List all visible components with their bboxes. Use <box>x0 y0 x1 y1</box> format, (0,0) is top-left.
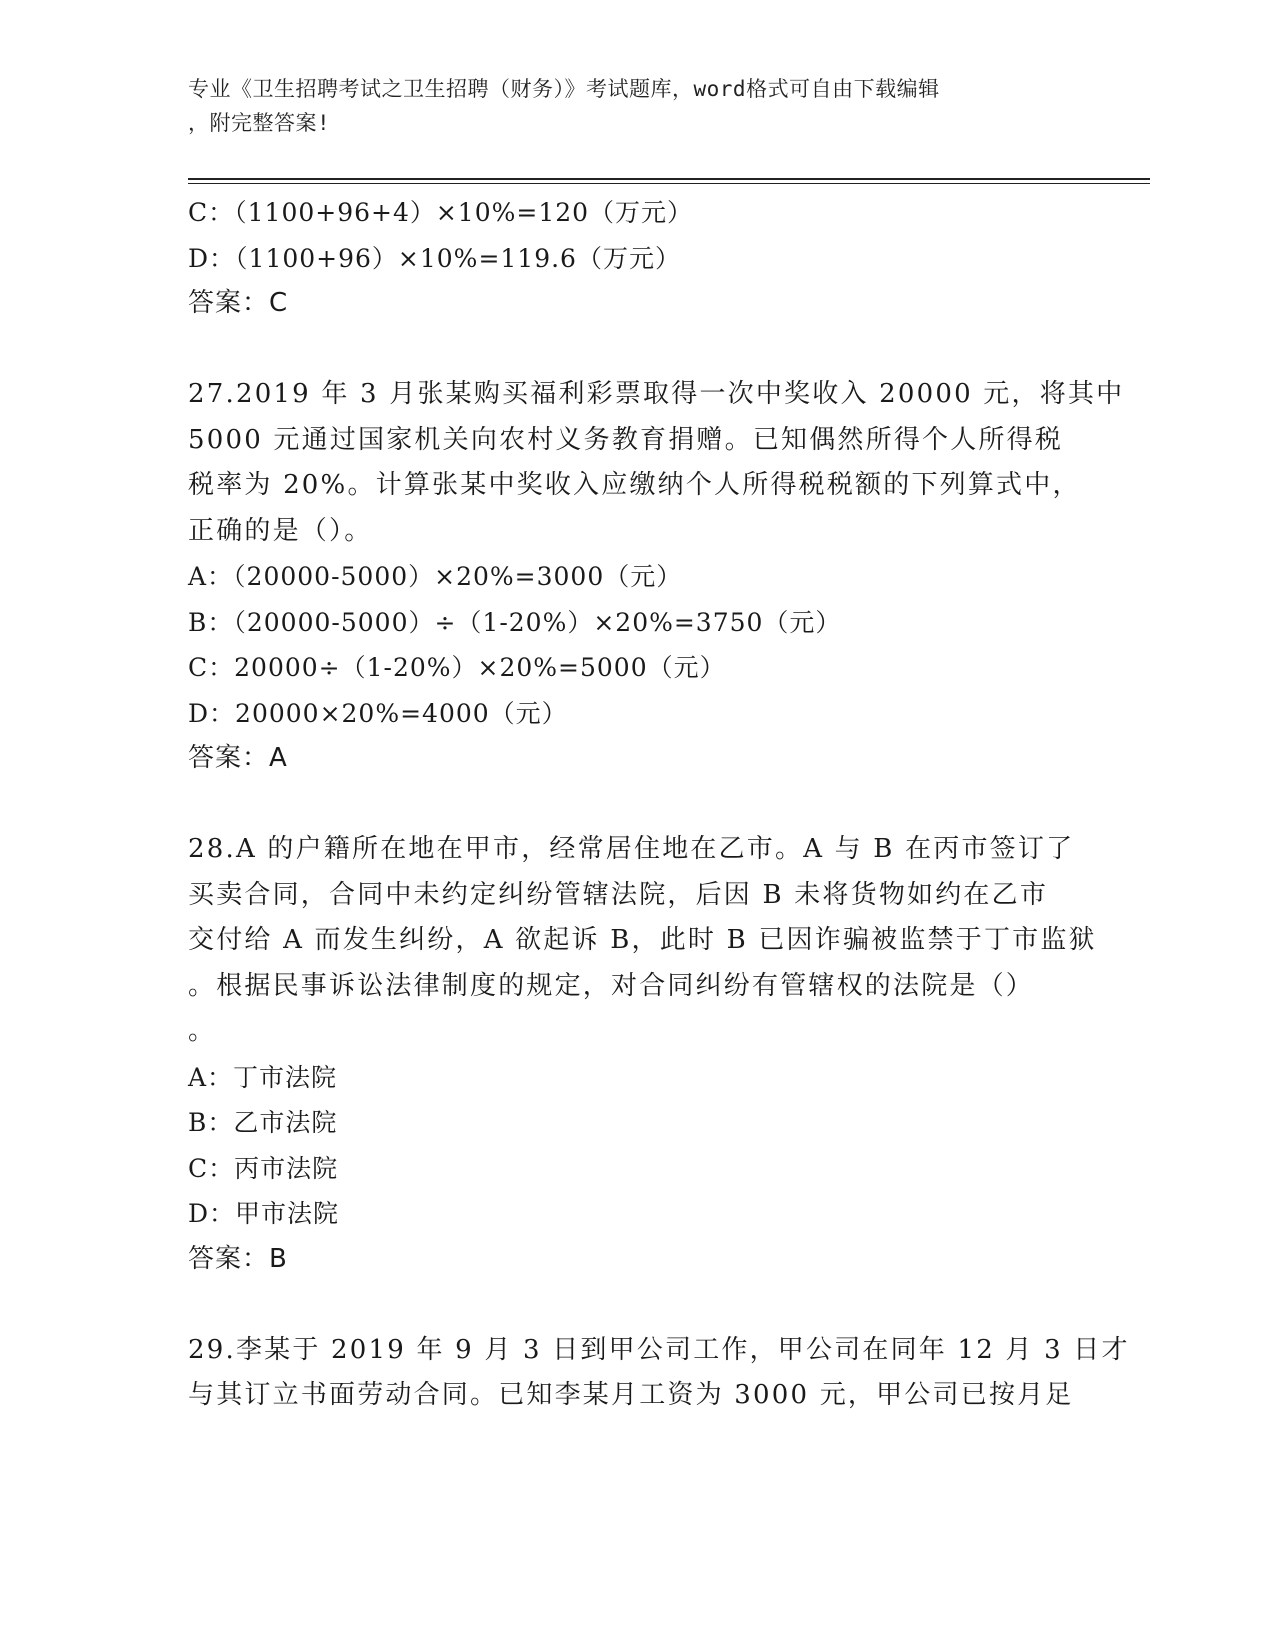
question-stem-line: 27.2019 年 3 月张某购买福利彩票取得一次中奖收入 20000 元，将其中 <box>188 379 1125 409</box>
question-27 <box>188 372 1125 782</box>
header-title-line-1: 专业《卫生招聘考试之卫生招聘（财务）》考试题库，word格式可自由下载编辑 <box>188 77 940 101</box>
answer-line: 答案：B <box>188 1243 288 1274</box>
header-title-line-2: ，附完整答案! <box>188 111 331 135</box>
question-stem-line: 28.A 的户籍所在地在甲市，经常居住地在乙市。A 与 B 在丙市签订了 <box>188 834 1075 864</box>
header-divider-thick <box>188 178 1150 180</box>
question-26-continued <box>188 190 1088 327</box>
question-stem-line: 买卖合同，合同中未约定纠纷管辖法院，后因 B 未将货物如约在乙市 <box>188 879 1049 910</box>
question-stem-line: 。 <box>188 1016 217 1046</box>
answer-line: 答案：A <box>188 743 288 773</box>
header-divider-thin <box>188 183 1150 184</box>
question-stem-line: 税率为 20%。计算张某中奖收入应缴纳个人所得税税额的下列算式中， <box>188 470 1081 500</box>
option-c: C：丙市法院 <box>188 1153 339 1183</box>
option-b: B：（20000-5000）÷（1-20%）×20%=3750（元） <box>188 607 842 637</box>
spacer <box>188 1282 1088 1328</box>
answer-line: 答案：C <box>188 288 289 318</box>
option-d: D：（1100+96）×10%=119.6（万元） <box>188 243 681 273</box>
option-a: A：（20000-5000）×20%=3000（元） <box>188 562 683 591</box>
option-b: B：乙市法院 <box>188 1108 338 1137</box>
question-stem-line: 正确的是（）。 <box>188 515 373 546</box>
question-stem-line: 。根据民事诉讼法律制度的规定，对合同纠纷有管辖权的法院是（） <box>188 970 1035 1001</box>
option-d: D：甲市法院 <box>188 1199 340 1228</box>
option-a: A：丁市法院 <box>188 1062 338 1092</box>
option-c: C：（1100+96+4）×10%=120（万元） <box>188 198 694 227</box>
document-body <box>188 190 1130 1419</box>
question-29 <box>188 1328 1130 1419</box>
option-d: D：20000×20%=4000（元） <box>188 698 568 728</box>
option-c: C：20000÷（1-20%）×20%=5000（元） <box>188 653 726 682</box>
question-stem-line: 交付给 A 而发生纠纷，A 欲起诉 B，此时 B 已因诈骗被监禁于丁市监狱 <box>188 925 1097 955</box>
spacer <box>188 782 1088 828</box>
question-stem-line: 29.李某于 2019 年 9 月 3 日到甲公司工作，甲公司在同年 12 月 3 日才 <box>188 1334 1130 1365</box>
spacer <box>188 327 1088 373</box>
question-stem-line: 5000 元通过国家机关向农村义务教育捐赠。已知偶然所得个人所得税 <box>188 424 1064 455</box>
document-header <box>188 72 1068 140</box>
question-28 <box>188 827 1097 1282</box>
question-stem-line: 与其订立书面劳动合同。已知李某月工资为 3000 元，甲公司已按月足 <box>188 1380 1074 1410</box>
